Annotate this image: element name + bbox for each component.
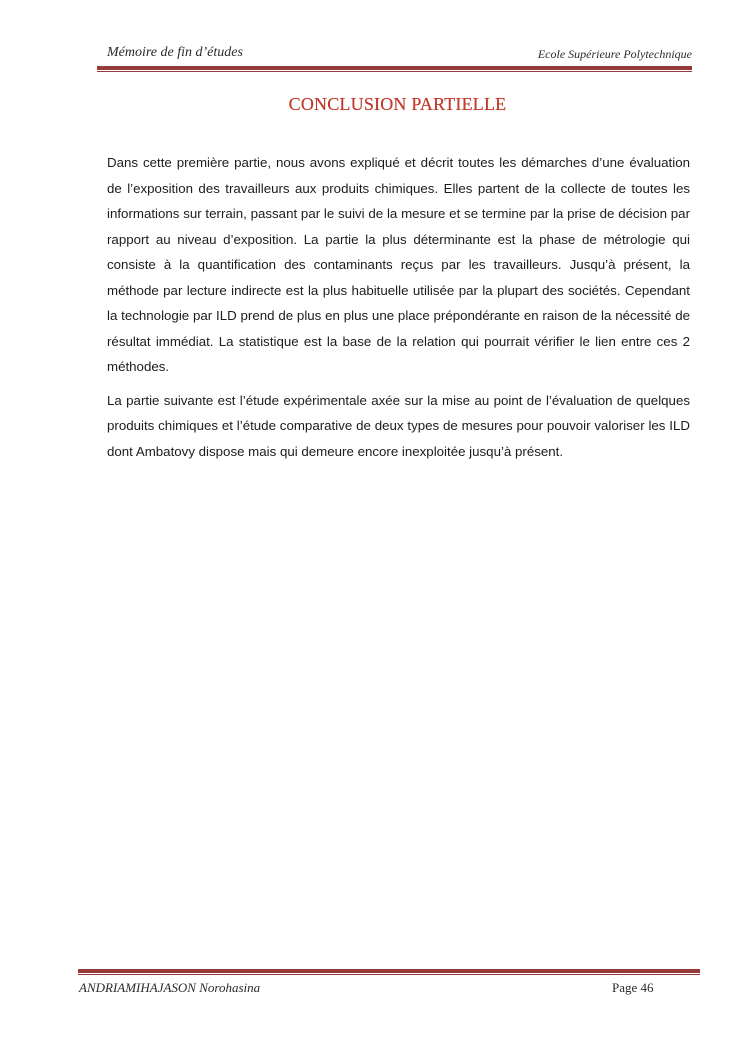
page-title: CONCLUSION PARTIELLE <box>288 94 507 114</box>
footer-author: ANDRIAMIHAJASON Norohasina <box>79 980 261 995</box>
header-divider <box>97 66 692 70</box>
header-school-name: Ecole Supérieure Polytechnique <box>537 47 692 61</box>
paragraph-1: Dans cette première partie, nous avons expliqué et décrit toutes les démarches d’une évaluation de l’exposition des travailleurs aux produits chimiques. Elles partent de la collecte de toutes les informations sur terrain, passant par le suivi de la mesure et se termine par la prise de décision par rapport au niveau d’exposition. La partie la plus déterminante est la phase de métrologie qui consiste à la quantification des contaminants reçus par les travailleurs. Jusqu’à présent, la méthode par lecture indirecte est la plus habituelle utilisée par la plupart des sociétés. Cependant la technologie par ILD prend de plus en plus une place prépondérante en raison de la nécessité de résultat immédiat. La statistique est la base de la relation qui pourrait vérifier le lien entre ces 2 méthodes. <box>107 155 690 374</box>
footer-page-number: Page 46 <box>612 980 654 995</box>
footer-divider <box>78 969 700 973</box>
header-document-type: Mémoire de fin d’études <box>107 45 243 60</box>
paragraph-2: La partie suivante est l’étude expérimentale axée sur la mise au point de l’évaluation de quelques produits chimiques et l’étude comparative de deux types de mesures pour pouvoir valoriser les ILD dont Ambatovy dispose mais qui demeure encore inexploitée jusqu’à présent. <box>107 392 690 459</box>
footer-divider-thin <box>78 974 700 975</box>
body-text <box>107 150 690 472</box>
header-divider-thin <box>97 71 692 72</box>
